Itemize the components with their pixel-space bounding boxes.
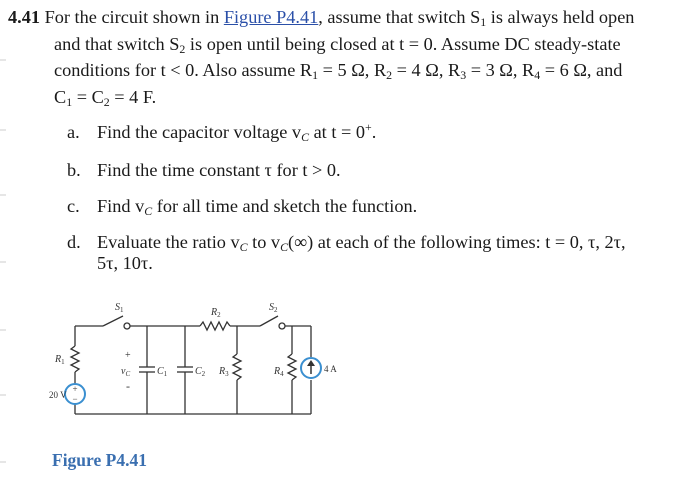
problem-text: = 4 Ω, R (392, 60, 461, 80)
part-label: a. (67, 122, 80, 142)
label-r1: $R_1$ (55, 354, 65, 366)
problem-number: 4.41 (8, 7, 40, 27)
part-a: a. Find the capacitor voltage $v_C$ at t = 0+. (67, 120, 377, 144)
label-vc-plus: + (125, 350, 131, 361)
label-c1: $C_1$ (157, 366, 168, 378)
part-d: d. Evaluate the ratio $v_C$ to $v_C(\infty)$ at each of the following times: t = 0, τ, 2τ, 5τ, 10τ. (67, 232, 626, 273)
part-text: (∞) at each of the following times: t = 0, τ, 2τ, (288, 232, 626, 252)
problem-text: For the circuit shown in (44, 7, 224, 27)
label-vc-minus: - (126, 379, 130, 393)
part-text: Find v (97, 196, 145, 216)
part-c: c. Find $v_C$ for all time and sketch the function. (67, 196, 418, 218)
part-label: b. (67, 160, 81, 180)
part-text: Find the capacitor voltage v (97, 122, 302, 142)
part-text: Find the time constant τ for t > 0. (97, 160, 341, 180)
problem-text: = 5 Ω, R (318, 60, 387, 80)
label-20v: 20 V (49, 390, 67, 400)
resistor-r3 (233, 354, 241, 380)
problem-text: is open until being closed at t = 0. Assume DC steady-state (185, 33, 621, 54)
problem-text: is always held open (486, 7, 635, 27)
switch-s1-blade (103, 316, 123, 326)
resistor-r4 (288, 354, 296, 380)
label-c2: $C_2$ (195, 366, 206, 378)
problem-text: and that switch S (54, 33, 180, 54)
problem-text: = 4 F. (109, 86, 157, 107)
part-text: for all time and sketch the function. (152, 196, 418, 216)
part-text: at t = 0 (309, 122, 366, 142)
label-r3: $R_3$ (219, 366, 229, 378)
part-text: to v (247, 232, 281, 252)
label-r4: $R_4$ (274, 366, 284, 378)
label-vc: $v_C$ (121, 366, 131, 378)
label-s2: $S_2$ (269, 302, 278, 314)
circuit-diagram (45, 292, 375, 422)
problem-text: = 6 Ω, and (540, 60, 623, 80)
figure-link[interactable]: Figure P4.41 (223, 7, 319, 27)
resistor-r1 (71, 346, 79, 372)
label-4a: 4 A (324, 364, 337, 374)
problem-statement: 4.41 For the circuit shown in Figure P4.41, assume that switch $S_1$ is always held open and that switch $S_2$ is open until being closed at t = 0. Assume DC steady-state conditions for t < 0. Also assume $R_1 = 5$ Ω, $R_2 = 4$ Ω, $R_3 = 3$ Ω, $R_4 = 6$ Ω, and $C_1 = C_2 = 4$ F. (8, 7, 635, 109)
figure-caption: Figure P4.41 (52, 450, 147, 470)
source-minus: − (72, 394, 78, 404)
part-b (67, 160, 341, 181)
label-s1: $S_1$ (115, 302, 124, 314)
problem-text: , assume that switch S (318, 7, 481, 27)
problem-text: = 3 Ω, R (466, 60, 535, 80)
part-label: c. (67, 196, 80, 216)
part-label: d. (67, 232, 81, 252)
problem-text: = C (72, 86, 104, 107)
part-text-continued: 5τ, 10τ. (97, 253, 153, 273)
part-text: Evaluate the ratio v (97, 232, 240, 252)
problem-text: conditions for t < 0. Also assume R (54, 60, 313, 80)
switch-s2-blade (260, 316, 278, 326)
label-r2: $R_2$ (211, 307, 221, 319)
problem-text: C (54, 86, 67, 107)
source-plus: + (72, 384, 78, 394)
